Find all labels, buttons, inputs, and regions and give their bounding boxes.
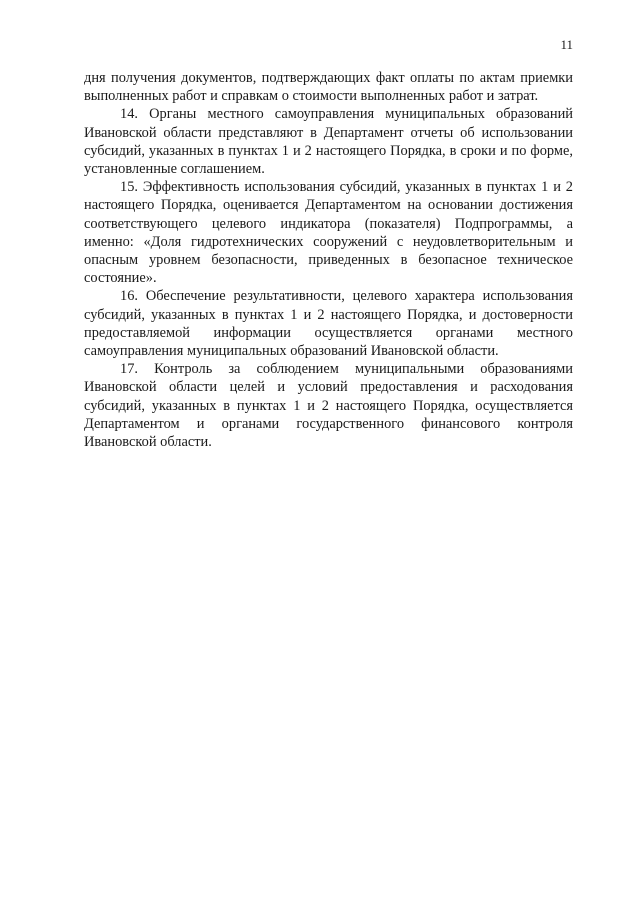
paragraph-14: 14. Органы местного самоуправления муниципальных образований Ивановской области представляют в Департамент отчеты об использовании субсидий, указанных в пунктах 1 и 2 настоящего Порядка, в сроки и по форме, установленные соглашением. <box>84 106 573 178</box>
paragraph-continuation: дня получения документов, подтверждающих факт оплаты по актам приемки выполненных работ и справкам о стоимости выполненных работ и затрат. <box>84 70 573 105</box>
paragraph-16: 16. Обеспечение результативности, целевого характера использования субсидий, указанных в пунктах 1 и 2 настоящего Порядка, и достоверности предоставляемой информации осуществляется органами местного самоуправления муниципальных образований Ивановской области. <box>84 288 573 360</box>
page-number: 11 <box>560 37 573 52</box>
paragraph-17: 17. Контроль за соблюдением муниципальными образованиями Ивановской области целей и условий предоставления и расходования субсидий, указанных в пунктах 1 и 2 настоящего Порядка, осуществляется Департаментом и органами государственного финансового контроля Ивановской области. <box>84 361 573 451</box>
document-body <box>84 69 573 451</box>
paragraph-15: 15. Эффективность использования субсидий, указанных в пунктах 1 и 2 настоящего Порядка, оценивается Департаментом на основании достижения соответствующего целевого индикатора (показателя) Подпрограммы, а именно: «Доля гидротехнических сооружений с неудовлетворительным и опасным уровнем безопасности, приведенных в безопасное техническое состояние». <box>84 179 573 287</box>
